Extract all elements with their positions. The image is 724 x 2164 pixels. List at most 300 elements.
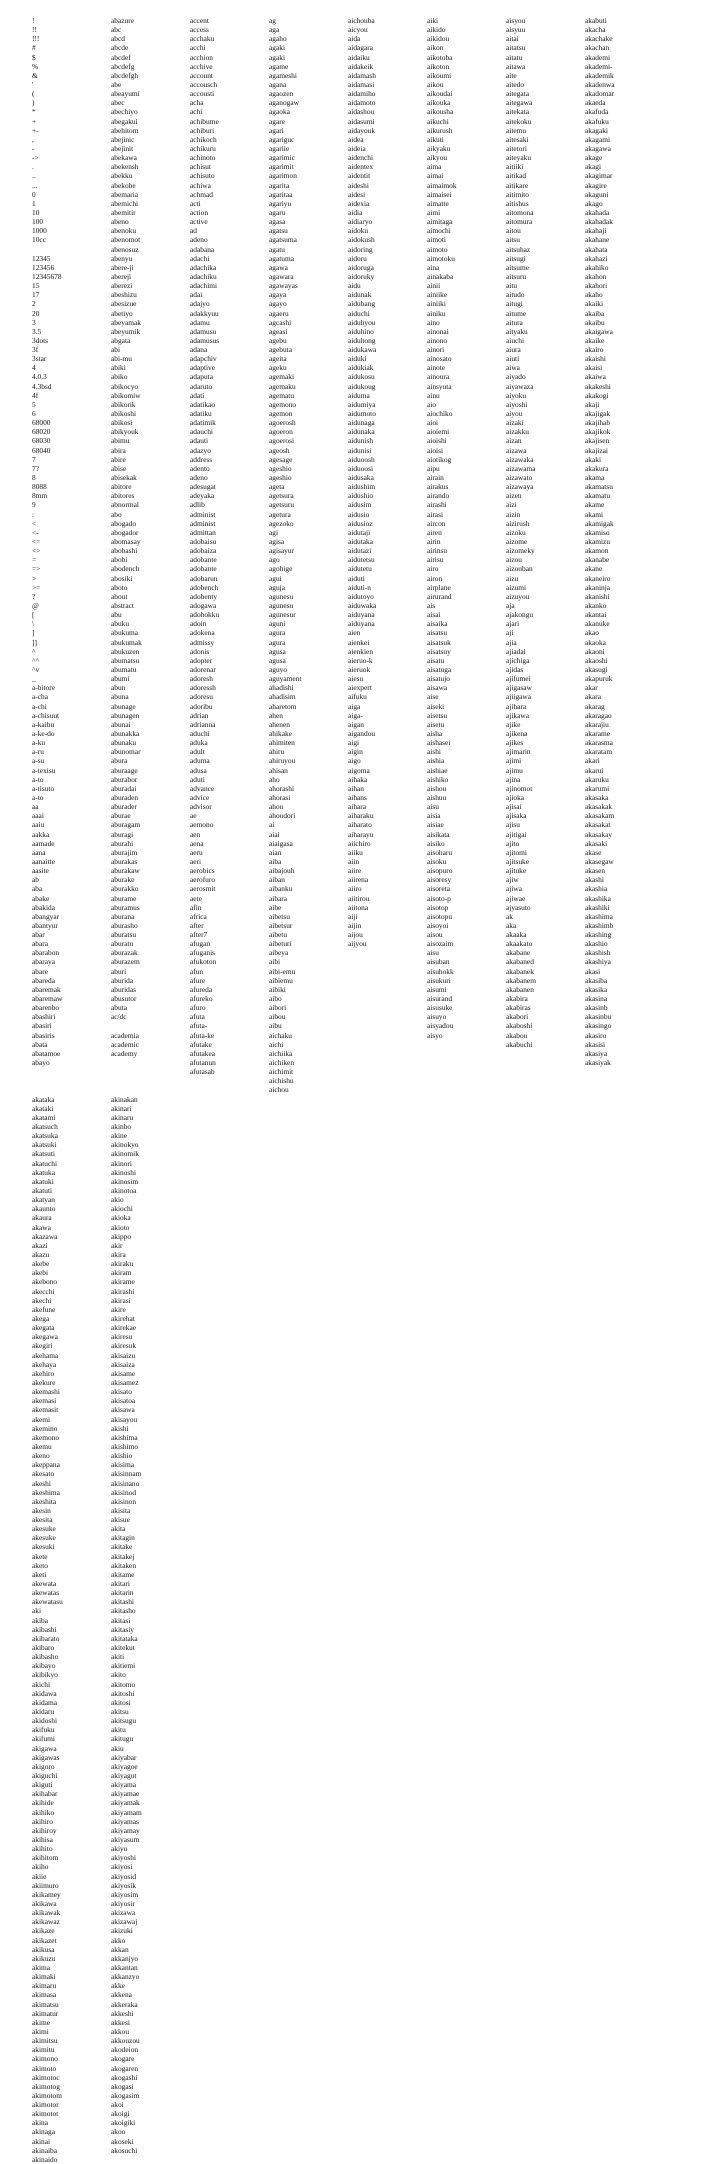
word-entry: akisaiza xyxy=(111,1359,135,1369)
word-entry: a-su xyxy=(32,756,45,766)
word-column xyxy=(32,1095,111,2164)
word-entry: akarame xyxy=(585,728,611,738)
word-entry: airen xyxy=(427,527,442,537)
word-entry: akikawaz xyxy=(32,1917,60,1927)
word-entry: agatu xyxy=(269,244,286,254)
word-entry: agatsu xyxy=(269,226,288,236)
word-entry: akiram xyxy=(111,1268,132,1278)
word-entry: abunai xyxy=(111,719,131,729)
word-entry: aisoyoi xyxy=(427,920,449,930)
word-entry: aisozaim xyxy=(427,939,454,949)
word-entry: abodench xyxy=(111,564,140,574)
word-entry: !! xyxy=(32,25,37,35)
word-entry: abobashi xyxy=(111,546,138,556)
word-entry: akinokyo xyxy=(111,1140,139,1150)
word-entry: aidukosu xyxy=(348,372,375,382)
word-entry: akitomo xyxy=(111,1679,136,1689)
word-entry: afuta-ke xyxy=(190,1030,215,1040)
word-entry: 12345 xyxy=(32,253,51,263)
word-entry: akkena xyxy=(111,1990,132,2000)
word-entry: aishia xyxy=(427,756,445,766)
word-entry: abunagen xyxy=(111,710,140,720)
word-entry: akiyosid xyxy=(111,1871,137,1881)
word-entry: ageta xyxy=(269,482,285,492)
word-entry: akifuku xyxy=(32,1725,55,1735)
word-entry: akishi xyxy=(111,1423,129,1433)
word-entry: akoi xyxy=(111,2100,124,2110)
word-entry: aigin xyxy=(348,747,363,757)
word-column xyxy=(506,16,585,1095)
word-column xyxy=(348,16,427,1095)
word-entry: aitsuru xyxy=(506,271,527,281)
word-entry: akiyosik xyxy=(111,1880,137,1890)
word-entry: aidusaka xyxy=(348,473,374,483)
word-entry: adachimi xyxy=(190,281,218,291)
word-entry: agunesur xyxy=(269,610,296,620)
word-entry: akasen xyxy=(585,866,606,876)
word-entry: akimitu xyxy=(32,2045,55,2055)
word-entry: agasa xyxy=(269,217,286,227)
word-entry: abumi xyxy=(111,674,130,684)
word-entry: akage xyxy=(585,153,603,163)
word-entry: aikyou xyxy=(427,153,448,163)
word-entry: aitegata xyxy=(506,89,529,99)
word-entry: abuna xyxy=(111,692,129,702)
word-entry: afukoton xyxy=(190,957,217,967)
word-entry: ageita xyxy=(269,354,287,364)
word-entry: akazu xyxy=(32,1249,50,1259)
word-entry: abejinit xyxy=(111,143,134,153)
word-entry: aiochiko xyxy=(427,409,453,419)
word-entry: abara xyxy=(32,939,48,949)
word-entry: akioto xyxy=(111,1222,130,1232)
word-entry: aishiae xyxy=(427,765,448,775)
word-entry: akasegaw xyxy=(585,856,614,866)
word-entry: akamiso xyxy=(585,527,610,537)
word-entry: aigandou xyxy=(348,728,376,738)
word-entry: aho xyxy=(269,774,280,784)
word-entry: aiaigasa xyxy=(269,838,293,848)
word-entry: akihito xyxy=(32,1844,53,1854)
word-entry: aioi xyxy=(427,418,439,428)
word-entry: abar xyxy=(32,930,45,940)
word-entry: akishio xyxy=(111,1451,133,1461)
word-entry: aitiiki xyxy=(506,162,524,172)
word-entry: adana xyxy=(190,345,208,355)
word-entry: aifuku xyxy=(348,692,367,702)
word-entry: akir xyxy=(111,1240,123,1250)
word-entry: ajia xyxy=(506,637,517,647)
word-entry: a-kaibu xyxy=(32,719,55,729)
word-entry: a-ku xyxy=(32,738,46,748)
word-entry: aikon xyxy=(427,43,444,53)
word-entry: akaoshi xyxy=(585,655,608,665)
word-entry: akasingo xyxy=(585,1021,612,1031)
word-entry: aieruok xyxy=(348,664,371,674)
word-entry: acha xyxy=(190,98,204,108)
word-entry: akire xyxy=(111,1304,126,1314)
word-entry: aizawato xyxy=(506,473,533,483)
word-entry: 3.5 xyxy=(32,326,42,336)
word-entry: aisotopu xyxy=(427,911,453,921)
word-entry: agawara xyxy=(269,271,294,281)
word-entry: akitasi xyxy=(111,1615,131,1625)
word-entry: achiburi xyxy=(190,125,215,135)
word-entry: 20 xyxy=(32,308,40,318)
word-entry: akabuti xyxy=(585,16,607,25)
word-entry: akashiki xyxy=(585,902,610,912)
word-entry: aichi xyxy=(269,1039,284,1049)
word-entry: abekobe xyxy=(111,180,136,190)
word-entry: afugan xyxy=(190,939,211,949)
word-entry: aiiro xyxy=(348,884,362,894)
word-entry: afin xyxy=(190,902,202,912)
word-entry: aiitona xyxy=(348,902,369,912)
word-entry: aimoto xyxy=(427,244,448,254)
word-entry: aitatu xyxy=(506,52,523,62)
word-entry: akizuki xyxy=(111,1926,133,1936)
word-entry: adobaiza xyxy=(190,546,217,556)
word-entry: abayo xyxy=(32,1058,50,1068)
word-entry: & xyxy=(32,70,38,80)
word-entry: aburamus xyxy=(111,902,140,912)
word-entry: ajikena xyxy=(506,728,528,738)
word-entry: abusutor xyxy=(111,994,137,1004)
word-entry: akane xyxy=(585,564,603,574)
word-entry: aiichiro xyxy=(348,838,371,848)
word-entry: aiseki xyxy=(427,701,445,711)
word-entry: adeno xyxy=(190,473,208,483)
word-entry: akiu xyxy=(111,1743,124,1753)
word-entry: $ xyxy=(32,52,36,62)
word-entry: aganogaw xyxy=(269,98,299,108)
word-entry: abata xyxy=(32,1039,48,1049)
word-entry: aizome xyxy=(506,537,528,547)
word-entry: aiotikog xyxy=(427,454,452,464)
word-entry: akiyamae xyxy=(111,1789,140,1799)
word-entry: akasakak xyxy=(585,802,613,812)
word-entry: aitikare xyxy=(506,180,529,190)
word-entry: aitekata xyxy=(506,107,529,117)
word-entry: aisawa xyxy=(427,683,448,693)
word-entry: airin xyxy=(427,537,441,547)
word-entry: a-chi xyxy=(32,701,47,711)
word-entry: akaiki xyxy=(585,299,604,309)
word-entry: aburakas xyxy=(111,856,138,866)
word-entry: akajizai xyxy=(585,445,608,455)
word-entry: akkeshi xyxy=(111,2008,134,2018)
word-entry: abogador xyxy=(111,527,139,537)
word-entry: akiyosir xyxy=(111,1898,135,1908)
word-entry: adusa xyxy=(190,765,207,775)
word-entry: ainoura xyxy=(427,372,450,382)
word-entry: akasi xyxy=(585,966,601,976)
word-entry: aimitaga xyxy=(427,217,453,227)
word-entry: akodeion xyxy=(111,2045,139,2055)
word-entry: akegata xyxy=(32,1323,55,1333)
word-entry: akakeshi xyxy=(585,381,611,391)
word-entry: akitarin xyxy=(111,1588,134,1598)
word-entry: akkou xyxy=(111,2026,130,2036)
word-entry: agetura xyxy=(269,509,291,519)
word-entry: akasiyak xyxy=(585,1058,611,1068)
word-entry: aidusio xyxy=(348,509,370,519)
word-entry: 10 xyxy=(32,207,40,217)
word-entry: aiduki xyxy=(348,354,367,364)
word-entry: aizu xyxy=(506,573,519,583)
word-entry: aduchi xyxy=(190,728,210,738)
word-entry: abi-mu xyxy=(111,354,132,364)
word-entry: agematu xyxy=(269,390,295,400)
word-entry: aichimit xyxy=(269,1067,294,1077)
word-entry: aiexpert xyxy=(348,683,372,693)
word-entry: aisou xyxy=(427,930,443,940)
word-entry: advance xyxy=(190,783,215,793)
word-entry: akaoka xyxy=(585,637,606,647)
word-entry: abstract xyxy=(111,601,134,610)
word-entry: akahori xyxy=(585,281,608,291)
word-entry: ! xyxy=(32,16,35,25)
word-entry: akinaru xyxy=(111,1112,134,1122)
word-entry: akimotog xyxy=(32,2081,60,2091)
word-entry: akagawa xyxy=(585,143,611,153)
word-entry: aidentit xyxy=(348,171,371,181)
word-entry: aimai xyxy=(427,171,444,181)
word-entry: aisatuga xyxy=(427,664,452,674)
word-entry: ) xyxy=(32,98,35,108)
word-entry: abemitir xyxy=(111,207,136,217)
word-entry: aitou xyxy=(506,226,521,236)
word-entry: akademi xyxy=(585,52,611,62)
word-entry: akahon xyxy=(585,271,607,281)
word-entry: airurand xyxy=(427,591,452,601)
word-entry: abashiri xyxy=(32,1012,56,1022)
word-entry: aioisi xyxy=(427,445,444,455)
word-entry: aitishus xyxy=(506,198,529,208)
word-entry: ajinomot xyxy=(506,783,533,793)
word-entry: aberejì xyxy=(111,271,132,281)
word-entry: agoeron xyxy=(269,427,293,437)
word-entry: akashiya xyxy=(585,957,611,967)
word-entry: akasiba xyxy=(585,975,608,985)
word-entry: +- xyxy=(32,125,39,135)
word-entry: 12345678 xyxy=(32,271,62,281)
word-entry: aidoru xyxy=(348,253,367,263)
word-entry: akinomik xyxy=(111,1149,139,1159)
word-entry: akirasi xyxy=(111,1295,131,1305)
word-entry: adatikao xyxy=(190,399,216,409)
word-entry: akehama xyxy=(32,1350,59,1360)
word-entry: akiie xyxy=(32,1871,47,1881)
word-entry: abasiris xyxy=(32,1030,55,1040)
word-entry: akiho xyxy=(32,1862,49,1872)
word-entry: akewata xyxy=(32,1579,57,1589)
word-entry: ( xyxy=(32,89,35,99)
word-entry: aitikad xyxy=(506,171,527,181)
word-entry: akamizu xyxy=(585,537,611,547)
word-entry: aitatsu xyxy=(506,43,526,53)
word-entry: akasugi xyxy=(585,664,608,674)
word-entry: akago xyxy=(585,198,603,208)
word-entry: akima xyxy=(32,1962,51,1972)
word-entry: aihara xyxy=(348,802,367,812)
word-entry: agaya xyxy=(269,290,287,300)
word-entry: ajiw xyxy=(506,875,519,885)
word-entry: afutanun xyxy=(190,1058,216,1068)
word-entry: 7? xyxy=(32,463,39,473)
word-entry: africa xyxy=(190,911,207,921)
word-entry: akiyama xyxy=(111,1780,137,1790)
word-entry: aidutazi xyxy=(348,546,372,556)
word-entry: abitore xyxy=(111,482,132,492)
word-entry: aja xyxy=(506,601,515,610)
word-entry: aduma xyxy=(190,756,210,766)
word-entry: adatiku xyxy=(190,409,212,419)
word-entry: aichishu xyxy=(269,1076,294,1086)
word-entry: akeppana xyxy=(32,1460,60,1470)
word-entry: aidutetsu xyxy=(348,555,375,565)
word-entry: abake xyxy=(32,893,50,903)
word-entry: akagami xyxy=(585,134,611,144)
word-entry: achmad xyxy=(190,189,213,199)
word-entry: ajituke xyxy=(506,866,527,876)
word-entry xyxy=(111,1021,190,1030)
word-entry: a-chisuut xyxy=(32,710,60,720)
word-entry: aigan xyxy=(348,719,365,729)
word-entry: akisinnam xyxy=(111,1469,142,1479)
word-entry: akekure xyxy=(32,1377,56,1387)
word-entry: achikoch xyxy=(190,134,217,144)
word-entry: akakogi xyxy=(585,390,609,400)
word-entry: akachan xyxy=(585,43,610,53)
word-entry: akaeda xyxy=(585,98,606,108)
word-entry: <> xyxy=(32,546,41,556)
word-entry: aanaitte xyxy=(32,856,55,866)
word-entry: adauti xyxy=(190,436,209,446)
word-entry: akitiemi xyxy=(111,1661,136,1671)
word-entry: akegawa xyxy=(32,1332,58,1342)
word-entry: akisato xyxy=(111,1387,132,1397)
word-entry: abise xyxy=(111,463,127,473)
word-entry: abura xyxy=(111,756,128,766)
word-entry: ainiiki xyxy=(427,299,446,309)
word-entry: aiyou xyxy=(506,409,523,419)
word-entry: a-tisuto xyxy=(32,783,55,793)
word-entry: aiduhino xyxy=(348,326,374,336)
word-entry: < xyxy=(32,518,37,528)
word-entry: ainori xyxy=(427,345,445,355)
word-entry: 4f xyxy=(32,390,39,400)
word-entry: aijou xyxy=(348,930,363,940)
word-entry: abiko xyxy=(111,372,128,382)
word-entry: akoo xyxy=(111,2127,126,2137)
word-entry: akara xyxy=(585,692,601,702)
word-entry: ] xyxy=(32,628,35,638)
word-entry: akase xyxy=(585,847,602,857)
word-entry: akabou xyxy=(506,1030,528,1040)
word-entry: akaragao xyxy=(585,710,612,720)
word-entry: ajidas xyxy=(506,664,524,674)
word-entry: aitimito xyxy=(506,189,529,199)
word-entry: aamade xyxy=(32,838,55,848)
word-entry: akemi xyxy=(32,1414,51,1424)
word-entry: akasakam xyxy=(585,811,615,821)
word-entry: aidumiya xyxy=(348,399,376,409)
word-entry: aburahi xyxy=(111,838,134,848)
word-entry: agetsura xyxy=(269,491,294,501)
word-entry: akabori xyxy=(506,1012,529,1022)
word-entry: akamatsu xyxy=(585,482,613,492)
word-entry: akapuruk xyxy=(585,674,613,684)
word-entry: > xyxy=(32,573,37,583)
word-entry: airinsu xyxy=(427,546,448,556)
word-entry: aen xyxy=(190,829,201,839)
word-entry: akitaken xyxy=(111,1560,137,1570)
word-entry: agarita xyxy=(269,180,290,190)
word-entry: aite xyxy=(506,70,517,80)
word-entry: akitagin xyxy=(111,1533,135,1543)
word-entry: ahoudori xyxy=(269,811,296,821)
word-entry: \ xyxy=(32,619,35,629)
word-entry: aidumoto xyxy=(348,409,376,419)
word-entry: akesuke xyxy=(32,1524,56,1534)
word-entry: akatami xyxy=(32,1112,56,1122)
word-entry: ajina xyxy=(506,774,521,784)
word-entry: aidaiku xyxy=(348,52,370,62)
word-entry: akikaze xyxy=(32,1926,55,1936)
word-entry: akantai xyxy=(585,610,607,620)
word-entry: akiyamam xyxy=(111,1807,142,1817)
word-entry: akanabe xyxy=(585,555,610,565)
word-entry: abomasay xyxy=(111,537,141,547)
word-entry: ajiadai xyxy=(506,646,526,656)
word-entry: aberezi xyxy=(111,281,133,291)
word-entry: ajichiga xyxy=(506,655,530,665)
word-entry: akichi xyxy=(32,1679,51,1689)
word-entry: airakus xyxy=(427,482,449,492)
word-entry: abarabon xyxy=(32,948,60,958)
word-entry: akikuzu xyxy=(32,1953,56,1963)
word-entry: afun xyxy=(190,966,204,976)
word-entry: 8mm xyxy=(32,491,48,501)
word-entry: aizawama xyxy=(506,463,536,473)
word-entry: akinoshi xyxy=(111,1167,137,1177)
word-entry: ajimu xyxy=(506,765,523,775)
word-entry: akemu xyxy=(32,1441,52,1451)
word-entry: akina xyxy=(32,2118,49,2128)
word-entry: akete xyxy=(32,1551,48,1561)
word-entry: abnormal xyxy=(111,500,139,510)
word-entry: aitedo xyxy=(506,79,525,89)
word-entry: abantyur xyxy=(32,920,58,930)
word-entry: aburake xyxy=(111,875,135,885)
word-entry: abetiyo xyxy=(111,308,133,318)
word-entry: aidagara xyxy=(348,43,374,53)
word-entry: aibeya xyxy=(269,948,289,958)
word-entry: akikamey xyxy=(32,1889,61,1899)
word-entry: aidakeik xyxy=(348,61,374,71)
word-entry: akitashi xyxy=(111,1597,134,1607)
word-entry: 68020 xyxy=(32,427,51,437)
word-entry: aioiemi xyxy=(427,427,450,437)
word-entry: abuku xyxy=(111,619,130,629)
word-entry: airo xyxy=(427,564,439,574)
word-entry: abareda xyxy=(32,975,55,985)
word-entry: aka xyxy=(506,920,517,930)
word-entry: akaunto xyxy=(32,1204,56,1214)
word-entry: ainakaba xyxy=(427,271,454,281)
word-entry: adoresu xyxy=(190,692,213,702)
